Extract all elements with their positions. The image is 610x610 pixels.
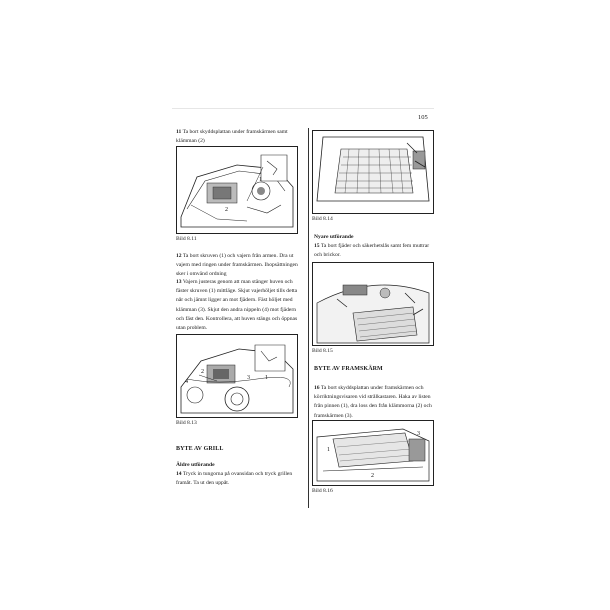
step-11-number: 11 (176, 129, 182, 135)
step-13-number: 13 (176, 279, 182, 285)
older-version-subheading: Äldre utförande (176, 462, 215, 468)
step-16 (314, 384, 432, 421)
fig-816-label-2: 2 (371, 473, 374, 479)
step-16-text: Ta bort skyddsplattan under framskärmen och körriktningsvisaren vid strålkastaren. Haka av listen från pinnen (1), dra loss den från klämmorna (2) och framskärmen (3). (314, 385, 432, 419)
hood-cable-illustration (177, 335, 297, 417)
figure-8-11 (176, 146, 298, 234)
step-12-text: Ta bort skruven (1) och vajern från armen. Dra ut vajern med ringen under framskärmen. Ihopsättningen sker i omvänd ordning (176, 253, 298, 278)
figure-8-13 (176, 334, 298, 418)
grill-heading: BYTE AV GRILL (176, 446, 224, 452)
figure-8-16-caption: Bild 8.16 (312, 488, 333, 494)
fender-heading: BYTE AV FRAMSKÄRM (314, 366, 383, 372)
grille-nuts-illustration (313, 263, 433, 345)
front-fender-illustration (313, 421, 433, 485)
fig-816-label-3: 3 (417, 431, 420, 437)
fig-813-label-4: 4 (185, 379, 188, 385)
step-16-number: 16 (314, 385, 320, 391)
step-12-number: 12 (176, 253, 182, 259)
fig-813-label-2: 2 (201, 369, 204, 375)
step-15 (314, 242, 432, 260)
step-12 (176, 252, 304, 280)
figure-8-16 (312, 420, 434, 486)
figure-8-15 (312, 262, 434, 346)
fig-816-label-1: 1 (327, 447, 330, 453)
step-15-text: Ta bort fjäder och säkerhetslås samt fem muttrar och brickor. (314, 243, 430, 259)
grille-illustration (313, 131, 433, 213)
step-15-number: 15 (314, 243, 320, 249)
column-divider (308, 128, 309, 508)
figure-8-14-caption: Bild 8.14 (312, 216, 333, 222)
figure-8-15-caption: Bild 8.15 (312, 348, 333, 354)
page-top-rule (172, 108, 434, 109)
figure-8-13-caption: Bild 8.13 (176, 420, 197, 426)
fig-813-label-3: 3 (247, 375, 250, 381)
step-14-text: Tryck in tungorna på ovansidan och tryck grillen framåt. Ta ut den uppåt. (176, 471, 293, 487)
figure-8-11-caption: Bild 8.11 (176, 236, 197, 242)
step-14 (176, 470, 304, 488)
figure-8-14 (312, 130, 434, 214)
step-11 (176, 128, 304, 146)
newer-version-subheading: Nyare utförande (314, 234, 354, 240)
step-14-number: 14 (176, 471, 182, 477)
page-number: 105 (418, 114, 428, 121)
step-13-text: Vajern justeras genom att man stänger huven och fäster skruven (1) mittläge. Skjut vajerhöljet tills detta når och jämnt ligger an mot fjädern. Fäst höljet med klämman (3). Skjut den andra nippeln (4) mot fjädern och fäst den. Kontrollera, att huven stängs och öppnas utan problem. (176, 279, 298, 332)
step-13 (176, 278, 304, 333)
fig-811-label-2: 2 (225, 207, 228, 213)
fig-813-label-1: 1 (265, 375, 268, 381)
fig-811-label-1: 1 (259, 177, 262, 183)
step-11-text: Ta bort skyddsplattan under framskärmen samt klämman (2) (176, 129, 288, 145)
engine-bay-illustration (177, 147, 297, 233)
